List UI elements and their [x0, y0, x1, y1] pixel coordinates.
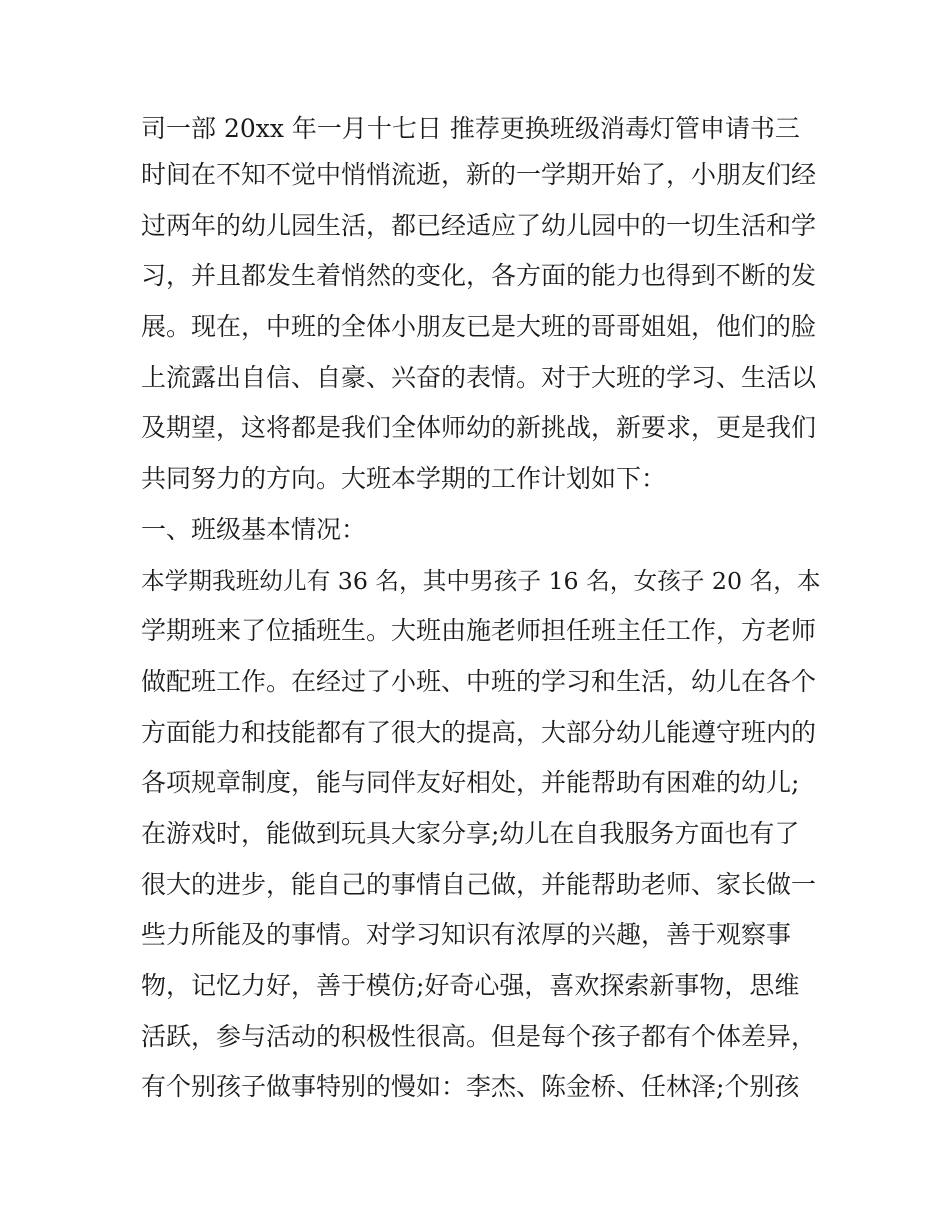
text-line: 在游戏时，能做到玩具大家分享;幼儿在自我服务方面也有了 [141, 818, 800, 848]
text-line: 上流露出自信、自豪、兴奋的表情。对于大班的学习、生活以 [141, 362, 817, 392]
text-line: 及期望，这将都是我们全体师幼的新挑战，新要求，更是我们 [141, 413, 817, 443]
text-line: 方面能力和技能都有了很大的提高，大部分幼儿能遵守班内的 [141, 717, 817, 747]
section-heading: 一、班级基本情况： [141, 514, 367, 544]
text-line: 活跃，参与活动的积极性很高。但是每个孩子都有个体差异， [141, 1021, 817, 1051]
text-line: 各项规章制度，能与同伴友好相处，并能帮助有困难的幼儿; [141, 768, 800, 798]
text-line: 学期班来了位插班生。大班由施老师担任班主任工作，方老师 [141, 616, 817, 646]
document-body [141, 108, 821, 1113]
text-line: 展。现在，中班的全体小朋友已是大班的哥哥姐姐，他们的脸 [141, 312, 817, 342]
text-line: 司一部 20xx 年一月十七日 推荐更换班级消毒灯管申请书三 [141, 114, 800, 143]
text-line: 共同努力的方向。大班本学期的工作计划如下： [141, 464, 667, 494]
text-line: 习，并且都发生着悄然的变化，各方面的能力也得到不断的发 [141, 261, 817, 291]
text-line: 本学期我班幼儿有 36 名，其中男孩子 16 名，女孩子 20 名，本 [141, 566, 821, 595]
text-line: 些力所能及的事情。对学习知识有浓厚的兴趣，善于观察事 [141, 920, 792, 950]
text-line: 做配班工作。在经过了小班、中班的学习和生活，幼儿在各个 [141, 666, 817, 696]
text-line: 很大的进步，能自己的事情自己做，并能帮助老师、家长做一 [141, 869, 817, 899]
text-line: 时间在不知不觉中悄悄流逝，新的一学期开始了，小朋友们经 [141, 160, 817, 189]
text-line: 过两年的幼儿园生活，都已经适应了幼儿园中的一切生活和学 [141, 210, 817, 240]
text-line: 物，记忆力好，善于模仿;好奇心强，喜欢探索新事物，思维 [141, 971, 800, 1000]
text-line: 有个别孩子做事特别的慢如：李杰、陈金桥、任林泽;个别孩 [141, 1072, 800, 1102]
